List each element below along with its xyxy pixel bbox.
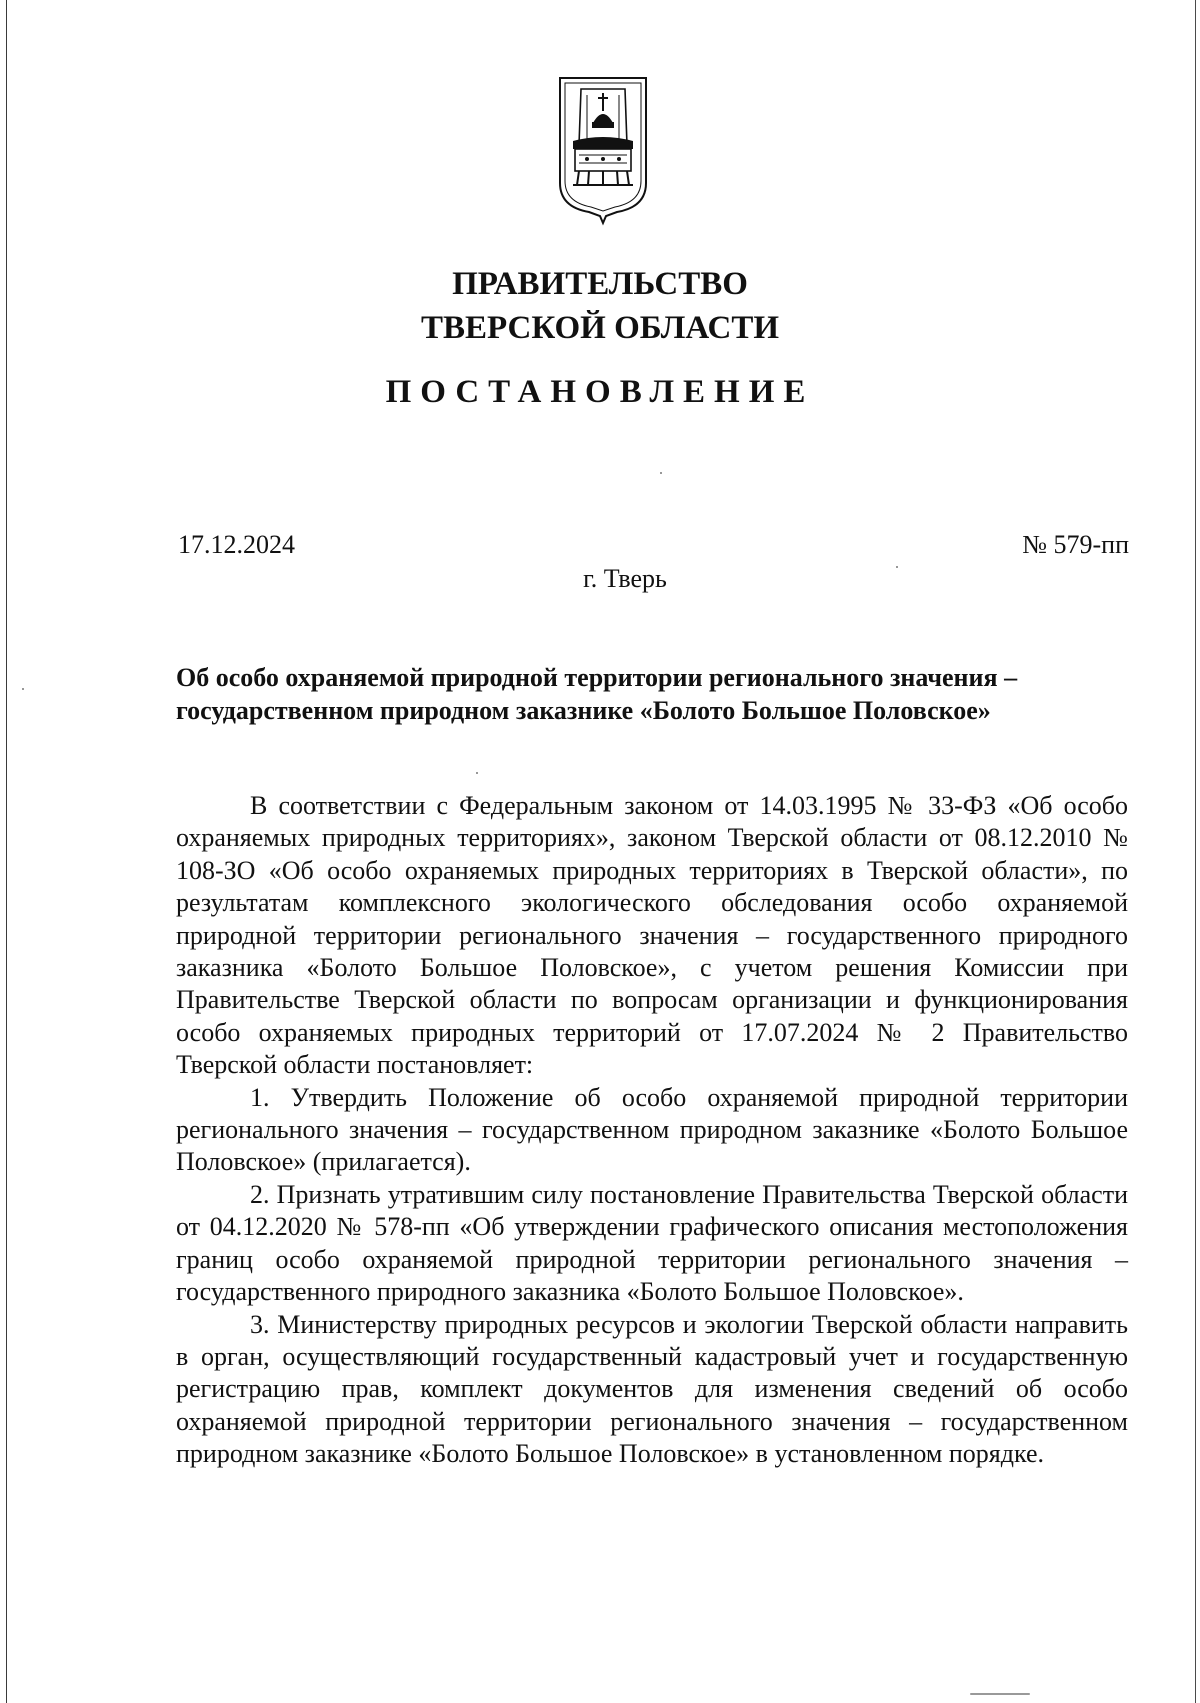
preamble-paragraph: В соответствии с Федеральным законом от 14.03.1995 № 33-ФЗ «Об особо охраняемых природных территориях», законом Тверской области от 08.12.2010 № 108-ЗО «Об особо охраняемых природных территориях в Тверской области», по результатам комплексного экологического обследования особо охраняемой природной территории регионального значения – государственного природного заказника «Болото Большое Половское», с учетом решения Комиссии при Правительстве Тверской области по вопросам организации и функционирования особо охраняемых природных территорий от 17.07.2024 № 2 Правительство Тверской области постановляет:: [176, 791, 1128, 1080]
scan-speck: [970, 1693, 1030, 1695]
resolution-item-2: 2. Признать утратившим силу постановление Правительства Тверской области от 04.12.2020 № 578-пп «Об утверждении графического описания местоположения границ особо охраняемой природной территории регионального значения – государственного природного заказника «Болото Большое Половское».: [176, 1179, 1128, 1307]
subject-line-2: государственном природном заказнике «Болото Большое Половское»: [176, 696, 991, 725]
document-subject: [176, 661, 1128, 727]
subject-line-1: Об особо охраняемой природной территории регионального значения –: [176, 663, 1018, 692]
coat-of-arms-icon: [557, 75, 649, 227]
document-body: [176, 790, 1128, 1471]
organization-line-2: ТВЕРСКОЙ ОБЛАСТИ: [420, 310, 780, 346]
document-city: г. Тверь: [583, 564, 667, 593]
document-date: 17.12.2024: [178, 530, 295, 559]
resolution-item-3: 3. Министерству природных ресурсов и экологии Тверской области направить в орган, осуществляющий государственный кадастровый учет и государственную регистрацию прав, комплект документов для изменения сведений об особо охраняемой природной территории регионального значения – государственном природном заказнике «Болото Большое Половское» в установленном порядке.: [176, 1309, 1128, 1469]
scan-speck: [660, 472, 662, 474]
scan-edge-left: [6, 0, 7, 1703]
scan-edge-right: [1195, 0, 1196, 1703]
scan-speck: [476, 772, 478, 774]
document-number: № 579-пп: [1022, 530, 1129, 559]
scan-speck: [896, 566, 898, 568]
organization-line-1: ПРАВИТЕЛЬСТВО: [452, 266, 748, 302]
resolution-item-1: 1. Утвердить Положение об особо охраняемой природной территории регионального значения – государственном природном заказнике «Болото Большое Половское» (прилагается).: [176, 1082, 1128, 1177]
scan-speck: [22, 688, 24, 690]
document-type: ПОСТАНОВЛЕНИЕ: [385, 374, 815, 410]
organization-name: [0, 262, 1200, 350]
